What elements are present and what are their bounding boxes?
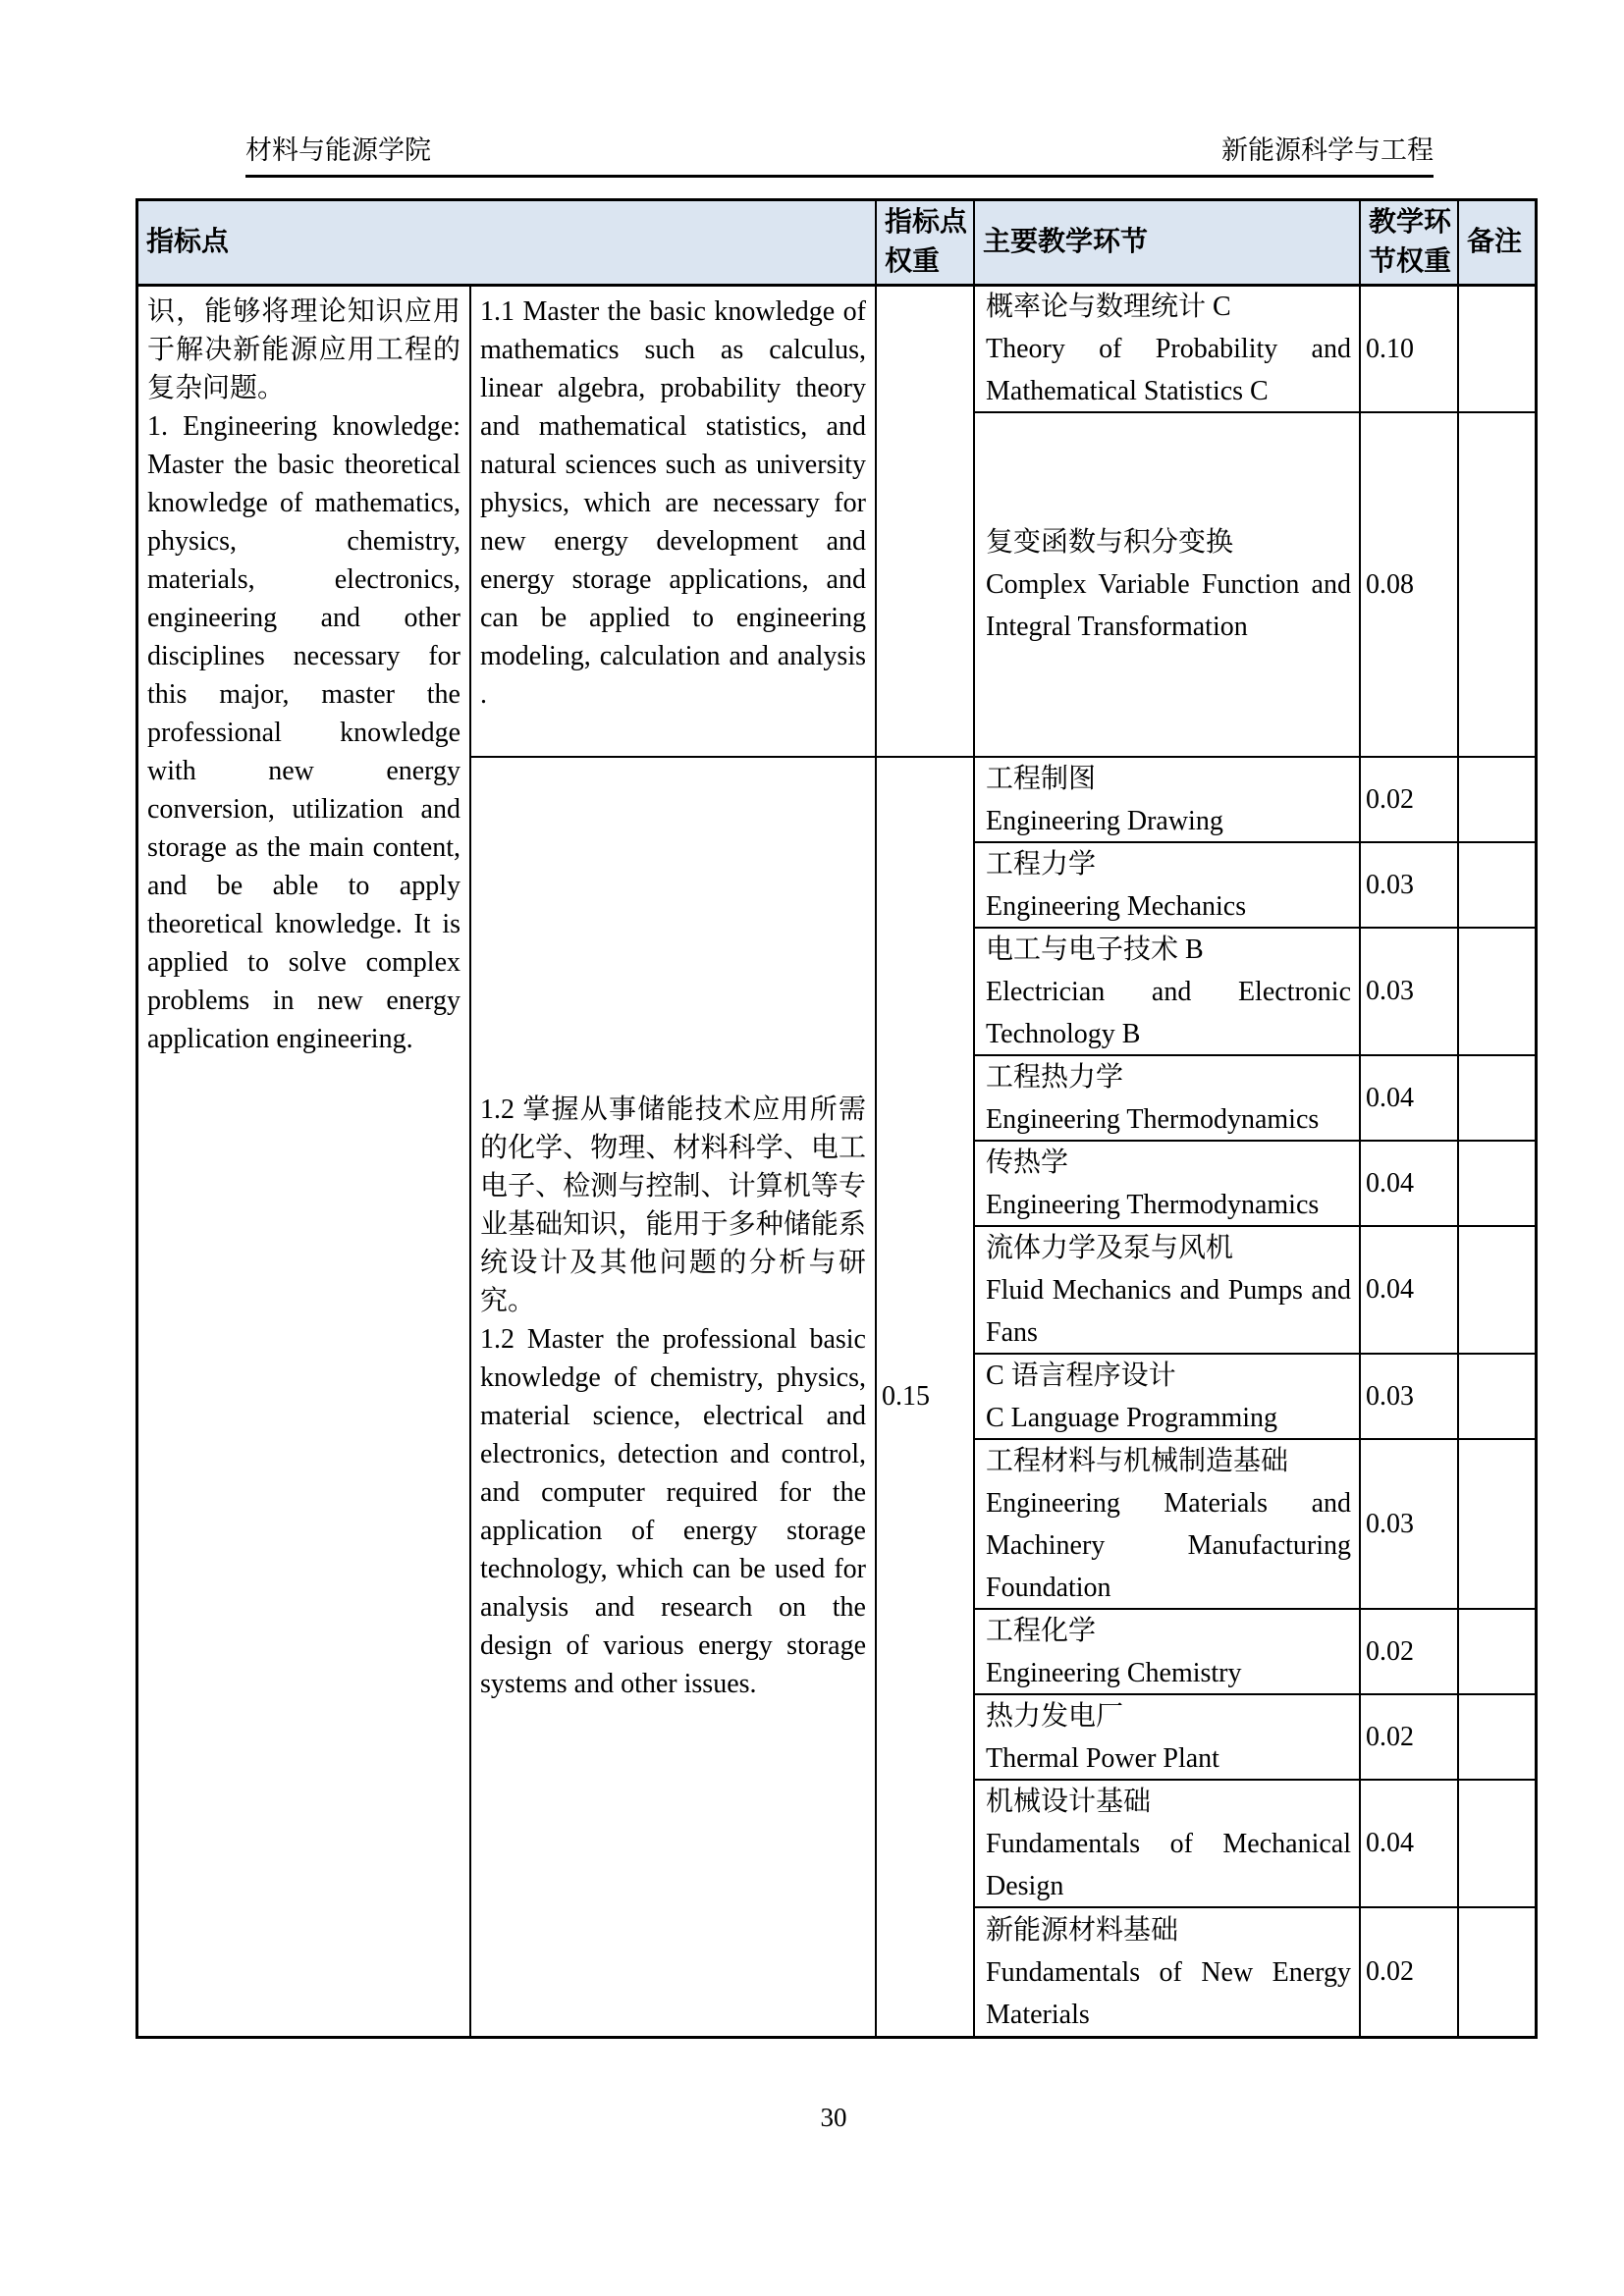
course-weight-value: 0.04 — [1366, 1167, 1414, 1199]
course-cell — [975, 929, 1361, 1056]
course-name-zh: 工程力学 — [986, 848, 1097, 880]
course-weight-value: 0.08 — [1366, 568, 1414, 600]
remark-cell — [1459, 929, 1535, 1056]
course-weight-cell — [1361, 1142, 1459, 1227]
page-header-left: 材料与能源学院 — [245, 135, 431, 165]
course-name-en: Engineering Thermodynamics — [986, 1103, 1320, 1135]
course-name-en: Engineering Mechanics — [986, 890, 1247, 922]
course-weight-value: 0.03 — [1366, 1380, 1414, 1412]
course-name-zh: 工程材料与机械制造基础 — [986, 1445, 1289, 1476]
table-header-remark — [1459, 201, 1535, 287]
course-cell — [975, 1695, 1361, 1781]
course-weight-cell — [1361, 287, 1459, 413]
course-name-zh: 复变函数与积分变换 — [986, 527, 1234, 558]
sub-indicator-1-2-weight: 0.15 — [882, 1381, 930, 1412]
course-cell — [975, 1440, 1361, 1610]
sub-indicator-1-2-text-zh: 1.2 掌握从事储能技术应用所需的化学、物理、材料科学、电工电子、检测与控制、计算机等专业基础知识，能用于多种储能系统设计及其他问题的分析与研究。 — [480, 1095, 866, 1316]
curriculum-table — [135, 198, 1538, 2039]
remark-cell — [1459, 1142, 1535, 1227]
course-name-en: Fluid Mechanics and Pumps and Fans — [986, 1274, 1351, 1348]
remark-cell — [1459, 1908, 1535, 2036]
course-weight-value: 0.04 — [1366, 1274, 1414, 1305]
table-header-teaching-weight-label: 教学环节权重 — [1369, 207, 1452, 277]
course-weight-value: 0.10 — [1366, 333, 1414, 364]
course-cell — [975, 1142, 1361, 1227]
course-weight-value: 0.02 — [1366, 1635, 1414, 1667]
sub-indicator-1-1-weight-cell — [877, 287, 975, 758]
indicator-text-zh: 识，能够将理论知识应用于解决新能源应用工程的复杂问题。 — [147, 296, 460, 403]
course-name-zh: 概率论与数理统计 C — [986, 292, 1231, 322]
course-cell — [975, 1355, 1361, 1440]
course-cell — [975, 1781, 1361, 1908]
sub-indicator-1-1-text: 1.1 Master the basic knowledge of mathematics such as calculus, linear algebra, probability theory and mathematical statistics, and natural sciences such as university physics, which are necessary for new energy development and energy storage applications, and can be applied to engineering modeling, calculation and analysis . — [480, 296, 866, 710]
course-name-en: Fundamentals of New Energy Materials — [986, 1956, 1351, 2030]
remark-cell — [1459, 1227, 1535, 1355]
course-name-zh: 新能源材料基础 — [986, 1914, 1179, 1946]
course-name-en: Fundamentals of Mechanical Design — [986, 1828, 1351, 1901]
course-weight-value: 0.04 — [1366, 1082, 1414, 1113]
course-weight-cell — [1361, 1695, 1459, 1781]
page-header-right: 新能源科学与工程 — [1221, 135, 1434, 165]
course-name-zh: 电工与电子技术 B — [986, 934, 1204, 965]
remark-cell — [1459, 843, 1535, 929]
course-weight-cell — [1361, 929, 1459, 1056]
remark-cell — [1459, 287, 1535, 413]
course-cell — [975, 843, 1361, 929]
sub-indicator-1-1-cell — [471, 287, 877, 758]
course-weight-value: 0.03 — [1366, 869, 1414, 900]
table-header-remark-label: 备注 — [1467, 227, 1523, 257]
course-weight-value: 0.04 — [1366, 1828, 1414, 1858]
course-weight-value: 0.03 — [1366, 1508, 1414, 1539]
course-weight-cell — [1361, 843, 1459, 929]
course-name-en: Electrician and Electronic Technology B — [986, 976, 1351, 1049]
course-weight-value: 0.03 — [1366, 976, 1414, 1006]
remark-cell — [1459, 413, 1535, 758]
remark-cell — [1459, 1781, 1535, 1908]
course-weight-cell — [1361, 1227, 1459, 1355]
remark-cell — [1459, 758, 1535, 843]
course-weight-cell — [1361, 1908, 1459, 2036]
page-number: 30 — [820, 2103, 847, 2132]
course-weight-cell — [1361, 413, 1459, 758]
course-name-en: C Language Programming — [986, 1402, 1278, 1433]
sub-indicator-1-2-cell — [471, 758, 877, 2036]
course-name-zh: 流体力学及泵与风机 — [986, 1232, 1234, 1263]
course-weight-value: 0.02 — [1366, 783, 1414, 815]
course-weight-cell — [1361, 758, 1459, 843]
course-weight-cell — [1361, 1056, 1459, 1142]
table-header-teaching — [975, 201, 1361, 287]
course-name-zh: 工程制图 — [986, 763, 1097, 794]
course-weight-cell — [1361, 1355, 1459, 1440]
course-weight-cell — [1361, 1781, 1459, 1908]
remark-cell — [1459, 1355, 1535, 1440]
table-header-indicator-weight-label: 指标点权重 — [885, 207, 968, 277]
course-name-en: Complex Variable Function and Integral Transformation — [986, 569, 1351, 642]
course-weight-cell — [1361, 1610, 1459, 1695]
sub-indicator-1-2-text-en: 1.2 Master the professional basic knowledge of chemistry, physics, material science, electrical and electronics, detection and control, and computer required for the application of energy storage technology, which can be used for analysis and research on the design of various energy storage systems and other issues. — [480, 1324, 866, 1699]
course-weight-value: 0.02 — [1366, 1721, 1414, 1752]
table-header-indicator-weight — [877, 201, 975, 287]
table-header-teaching-weight — [1361, 201, 1459, 287]
course-name-zh: C 语言程序设计 — [986, 1360, 1176, 1391]
indicator-text-en: 1. Engineering knowledge: Master the basic theoretical knowledge of mathematics, physics, chemistry, materials, electronics, engineering and other disciplines necessary for this major, master the professional knowledge with new energy conversion, utilization and storage as the main content, and be able to apply theoretical knowledge. It is applied to solve complex problems in new energy application engineering. — [147, 411, 460, 1054]
course-name-zh: 工程化学 — [986, 1615, 1097, 1646]
remark-cell — [1459, 1610, 1535, 1695]
course-cell — [975, 758, 1361, 843]
remark-cell — [1459, 1695, 1535, 1781]
course-name-en: Engineering Thermodynamics — [986, 1189, 1320, 1220]
page-header — [245, 133, 1434, 178]
course-name-zh: 传热学 — [986, 1147, 1069, 1178]
remark-cell — [1459, 1056, 1535, 1142]
course-weight-value: 0.02 — [1366, 1956, 1414, 1987]
sub-indicator-1-2-weight-cell — [877, 758, 975, 2036]
course-name-zh: 工程热力学 — [986, 1061, 1124, 1093]
table-header-teaching-label: 主要教学环节 — [983, 227, 1149, 257]
course-name-zh: 机械设计基础 — [986, 1786, 1152, 1817]
course-name-en: Engineering Materials and Machinery Manufacturing Foundation — [986, 1487, 1351, 1603]
course-weight-cell — [1361, 1440, 1459, 1610]
course-cell — [975, 413, 1361, 758]
table-header-indicator — [138, 201, 877, 287]
course-cell — [975, 1056, 1361, 1142]
course-name-en: Engineering Drawing — [986, 805, 1223, 836]
remark-cell — [1459, 1440, 1535, 1610]
course-name-en: Thermal Power Plant — [986, 1742, 1219, 1774]
indicator-cell — [138, 287, 471, 2036]
course-cell — [975, 1610, 1361, 1695]
table-header-indicator-label: 指标点 — [146, 227, 230, 257]
course-name-en: Engineering Chemistry — [986, 1657, 1242, 1688]
course-name-zh: 热力发电厂 — [986, 1700, 1124, 1732]
course-cell — [975, 1227, 1361, 1355]
course-cell — [975, 1908, 1361, 2036]
course-name-en: Theory of Probability and Mathematical Statistics C — [986, 334, 1351, 406]
course-cell — [975, 287, 1361, 413]
